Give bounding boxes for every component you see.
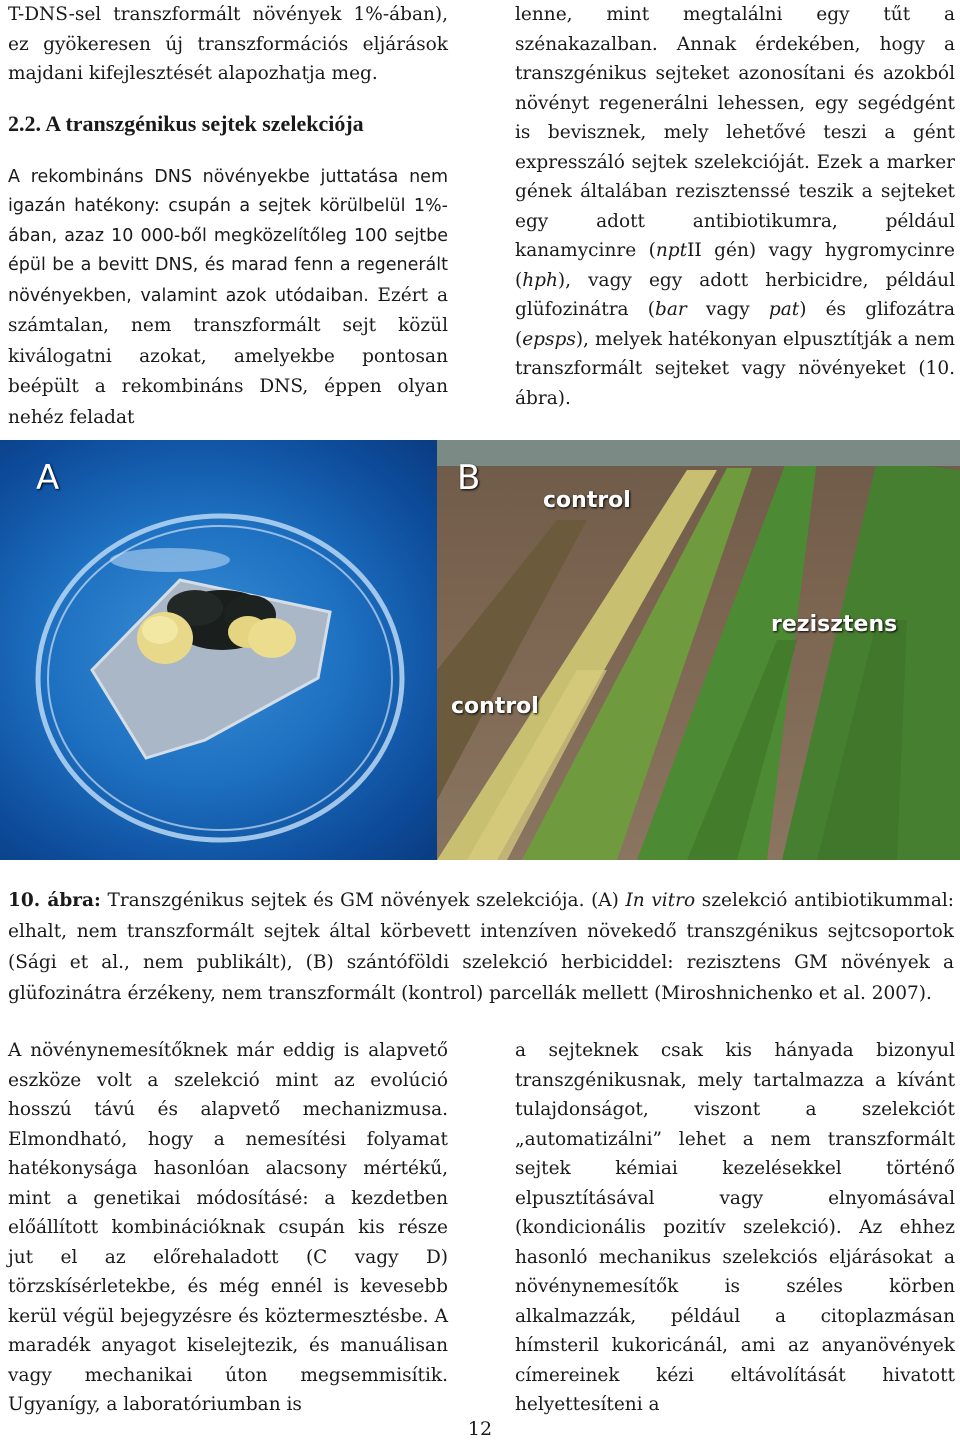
right-text-2: II gén) vagy hygromycinre ( — [515, 240, 956, 291]
label-control-top: control — [543, 488, 631, 513]
field-trial-illustration — [437, 440, 960, 860]
figure-panel-b — [437, 440, 960, 860]
right-text-4: vagy — [686, 299, 769, 320]
paragraph-sans-text: A rekombináns DNS növényekbe juttatása nem igazán hatékony: csupán a sejtek körülbelül 1%-ában, azaz 10 000-ből megközelítőleg 100 sejtbe épül be a bevitt DNS, és marad fenn a regenerált növényekben, valamint azok utódaiban. — [8, 166, 448, 306]
figure-caption — [8, 885, 954, 1009]
gene-hph: hph — [522, 269, 558, 291]
label-resistant: rezisztens — [771, 612, 898, 637]
left-bottom-paragraph: A növénynemesítőknek már eddig is alapvető eszköze volt a szelekció mint az evolúció hosszú távú és alapvető mechanizmusa. Elmondható, hogy a nemesítési folyamat hatékonysága hasonlóan alacsony mértékű, mint a genetikai módosításé: a kezdetben előállított kombinációknak csupán kis része jut el az előrehaladott (C vagy D) törzskísérletekbe, és még ennél is kevesebb kerül végül bejegyzésre és köztermesztésbe. A maradék anyagot kiselejtezik, és manuálisan vagy mechanikai úton megsemmisítik. Ugyanígy, a laboratóriumban is — [8, 1040, 448, 1415]
gene-bar: bar — [655, 299, 687, 320]
gene-npt: npt — [655, 240, 688, 261]
caption-invitro: In vitro — [625, 890, 696, 911]
figure-10 — [0, 440, 960, 860]
caption-text-2: szelekció antibiotikummal: elhalt, nem transzformált sejtek által körbevett intenzíven növekedő transzgénikus sejtcsoportok (Sági et al., nem publikált), (B) szántóföldi szelekció herbiciddel: rezisztens GM növények a glüfozinátra érzékeny, nem transzformált (kontrol) parcellák mellett (Miroshnichenko et al. 2007). — [8, 890, 955, 1004]
left-column-top — [8, 0, 448, 433]
right-paragraph — [515, 0, 955, 413]
right-text-1: lenne, mint megtalálni egy tűt a szénakazalban. Annak érdekében, hogy a transzgénikus sejteket azonosítani és azokból növényt regenerálni lehessen, egy segédgént is bevisznek, mely lehetővé teszi a gént expresszáló sejtek szelekcióját. Ezek a marker gének általában rezisztenssé teszik a sejteket egy adott antibiotikumra, például kanamycinre ( — [515, 4, 955, 261]
right-column-bottom — [515, 1036, 955, 1420]
panel-b-letter: B — [457, 458, 481, 498]
intro-paragraph: T-DNS-sel transzformált növények 1%-ában), ez gyökeresen új transzformációs eljárások majdani kifejlesztését alapozhatja meg. — [8, 4, 448, 84]
left-column-bottom — [8, 1036, 448, 1420]
right-column-top — [515, 0, 955, 413]
page-number: 12 — [467, 1418, 493, 1440]
paragraph-serif-text: Ezért a számtalan, nem transzformált sejt közül kiválogatni azokat, amelyekbe pontosan beépült a rekombináns DNS, éppen olyan nehéz feladat — [8, 284, 449, 428]
gene-pat: pat — [768, 299, 800, 320]
petri-dish-illustration — [0, 440, 437, 860]
right-bottom-paragraph: a sejteknek csak kis hányada bizonyul transzgénikusnak, mely tartalmazza a kívánt tulajdonságot, viszont a szelekciót „automatizálni” lehet a nem transzformált sejtek kémiai kezelésekkel történő elpusztításával vagy elnyomásával (kondicionális pozitív szelekció). Az ehhez hasonló mechanikus szelekciós eljárásokat a növénynemesítők is széles körben alkalmazzák, például a citoplazmásan hímsteril kukoricánál, ami az anyanövények címereinek kézi eltávolítását hivatott helyettesíteni a — [515, 1040, 955, 1415]
label-control-bottom: control — [451, 694, 539, 719]
right-text-3: ), vagy egy adott herbicidre, például glüfozinátra ( — [515, 269, 955, 320]
right-text-6: ), melyek hatékonyan elpusztítják a nem transzformált sejteket vagy növényeket (10. ábra). — [515, 328, 955, 409]
gene-epsps: epsps — [522, 328, 576, 350]
caption-label: 10. ábra: — [8, 890, 101, 911]
section-heading: 2.2. A transzgénikus sejtek szelekciója — [8, 110, 364, 136]
paragraph-sans — [8, 163, 448, 434]
caption-text-1: Transzgénikus sejtek és GM növények szelekciója. (A) — [100, 890, 626, 911]
panel-a-letter: A — [36, 458, 60, 498]
right-text-5: ) és glifozátra ( — [515, 299, 955, 350]
figure-panel-a — [0, 440, 437, 860]
